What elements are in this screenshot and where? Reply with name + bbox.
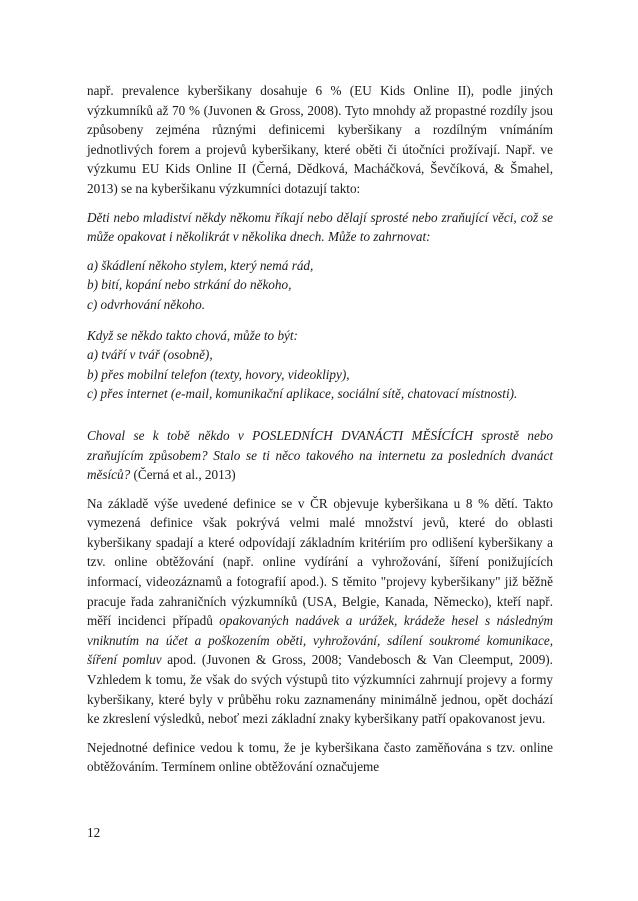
forms-list [87, 256, 553, 315]
channels-item: a) tváří v tvář (osobně), [87, 347, 213, 363]
body-paragraph-italic: opakovaných nadávek a urážek, krádeže hesel s následným vniknutím na účet a poškozením oběti, vyhrožování, sdílení soukromé komunikace, šíření pomluv [87, 613, 553, 668]
survey-question-citation: (Černá et al., 2013) [130, 467, 236, 483]
body-paragraph [87, 494, 553, 729]
forms-item: c) odvrhování někoho. [87, 296, 206, 312]
body-paragraph-text-end: apod. (Juvonen & Gross, 2008; Vandebosch & Van Cleemput, 2009). Vzhledem k tomu, že však do svých výstupů tito výzkumníci zahrnují projevy a formy kyberšikany, které byly v průběhu roku zaznamenány minimálně jednou, opět dochází ke zkreslení výsledků, neboť mezi základní znaky kyberšikany patří opakovanost jevu. [87, 652, 553, 727]
forms-item: a) škádlení někoho stylem, který nemá rád, [87, 257, 314, 273]
intro-paragraph: např. prevalence kyberšikany dosahuje 6 % (EU Kids Online II), podle jiných výzkumníků až 70 % (Juvonen & Gross, 2008). Tyto mnohdy až propastné rozdíly jsou způsobeny zejména různými definicemi kyberšikany a rozdílným vnímáním jednotlivých forem a projevů kyberšikany, které oběti či útočníci prožívají. Např. ve výzkumu EU Kids Online II (Černá, Dědková, Macháčková, Ševčíková, & Šmahel, 2013) se na kyberšikanu výzkumníci dotazují takto: [87, 83, 553, 196]
channels-intro: Když se někdo takto chová, může to být: [87, 327, 298, 343]
closing-paragraph: Nejednotné definice vedou k tomu, že je kyberšikana často zaměňována s tzv. online obtěžováním. Termínem online obtěžování označujeme [87, 739, 553, 775]
survey-question-text: Choval se k tobě někdo v POSLEDNÍCH DVANÁCTI MĚSÍCÍCH sprostě nebo zraňujícím způsobem? Stalo se ti něco takového na internetu za posledních dvanáct měsíců? [87, 427, 553, 483]
forms-item: b) bití, kopání nebo strkání do někoho, [87, 277, 292, 293]
body-paragraph-text: Na základě výše uvedené definice se v ČR objevuje kyberšikana u 8 % dětí. Takto vymezená definice však pokrývá velmi malé množství jevů, které do oblasti kyberšikany spadají a které odpovídají základním kritériím pro odlišení kyberšikany a tzv. online obtěžování (např. online vydírání a vyhrožování, šíření ponižujících informací, videozáznamů a fotografií apod.). S těmito "projevy kyberšikany" již běžně pracuje řada zahraničních výzkumníků (USA, Belgie, Kanada, Německo), kteří např. měří incidenci případů [87, 495, 553, 629]
page-number: 12 [87, 825, 101, 840]
document-page [87, 81, 553, 777]
channels-item: c) přes internet (e-mail, komunikační aplikace, sociální sítě, chatovací místnosti). [87, 386, 518, 402]
channels-list [87, 345, 553, 404]
survey-question [87, 426, 553, 485]
channels-item: b) přes mobilní telefon (texty, hovory, videoklipy), [87, 366, 350, 382]
survey-intro: Děti nebo mladiství někdy někomu říkají nebo dělají sprosté nebo zraňující věci, což se může opakovat i několikrát v několika dnech. Může to zahrnovat: [87, 209, 553, 245]
